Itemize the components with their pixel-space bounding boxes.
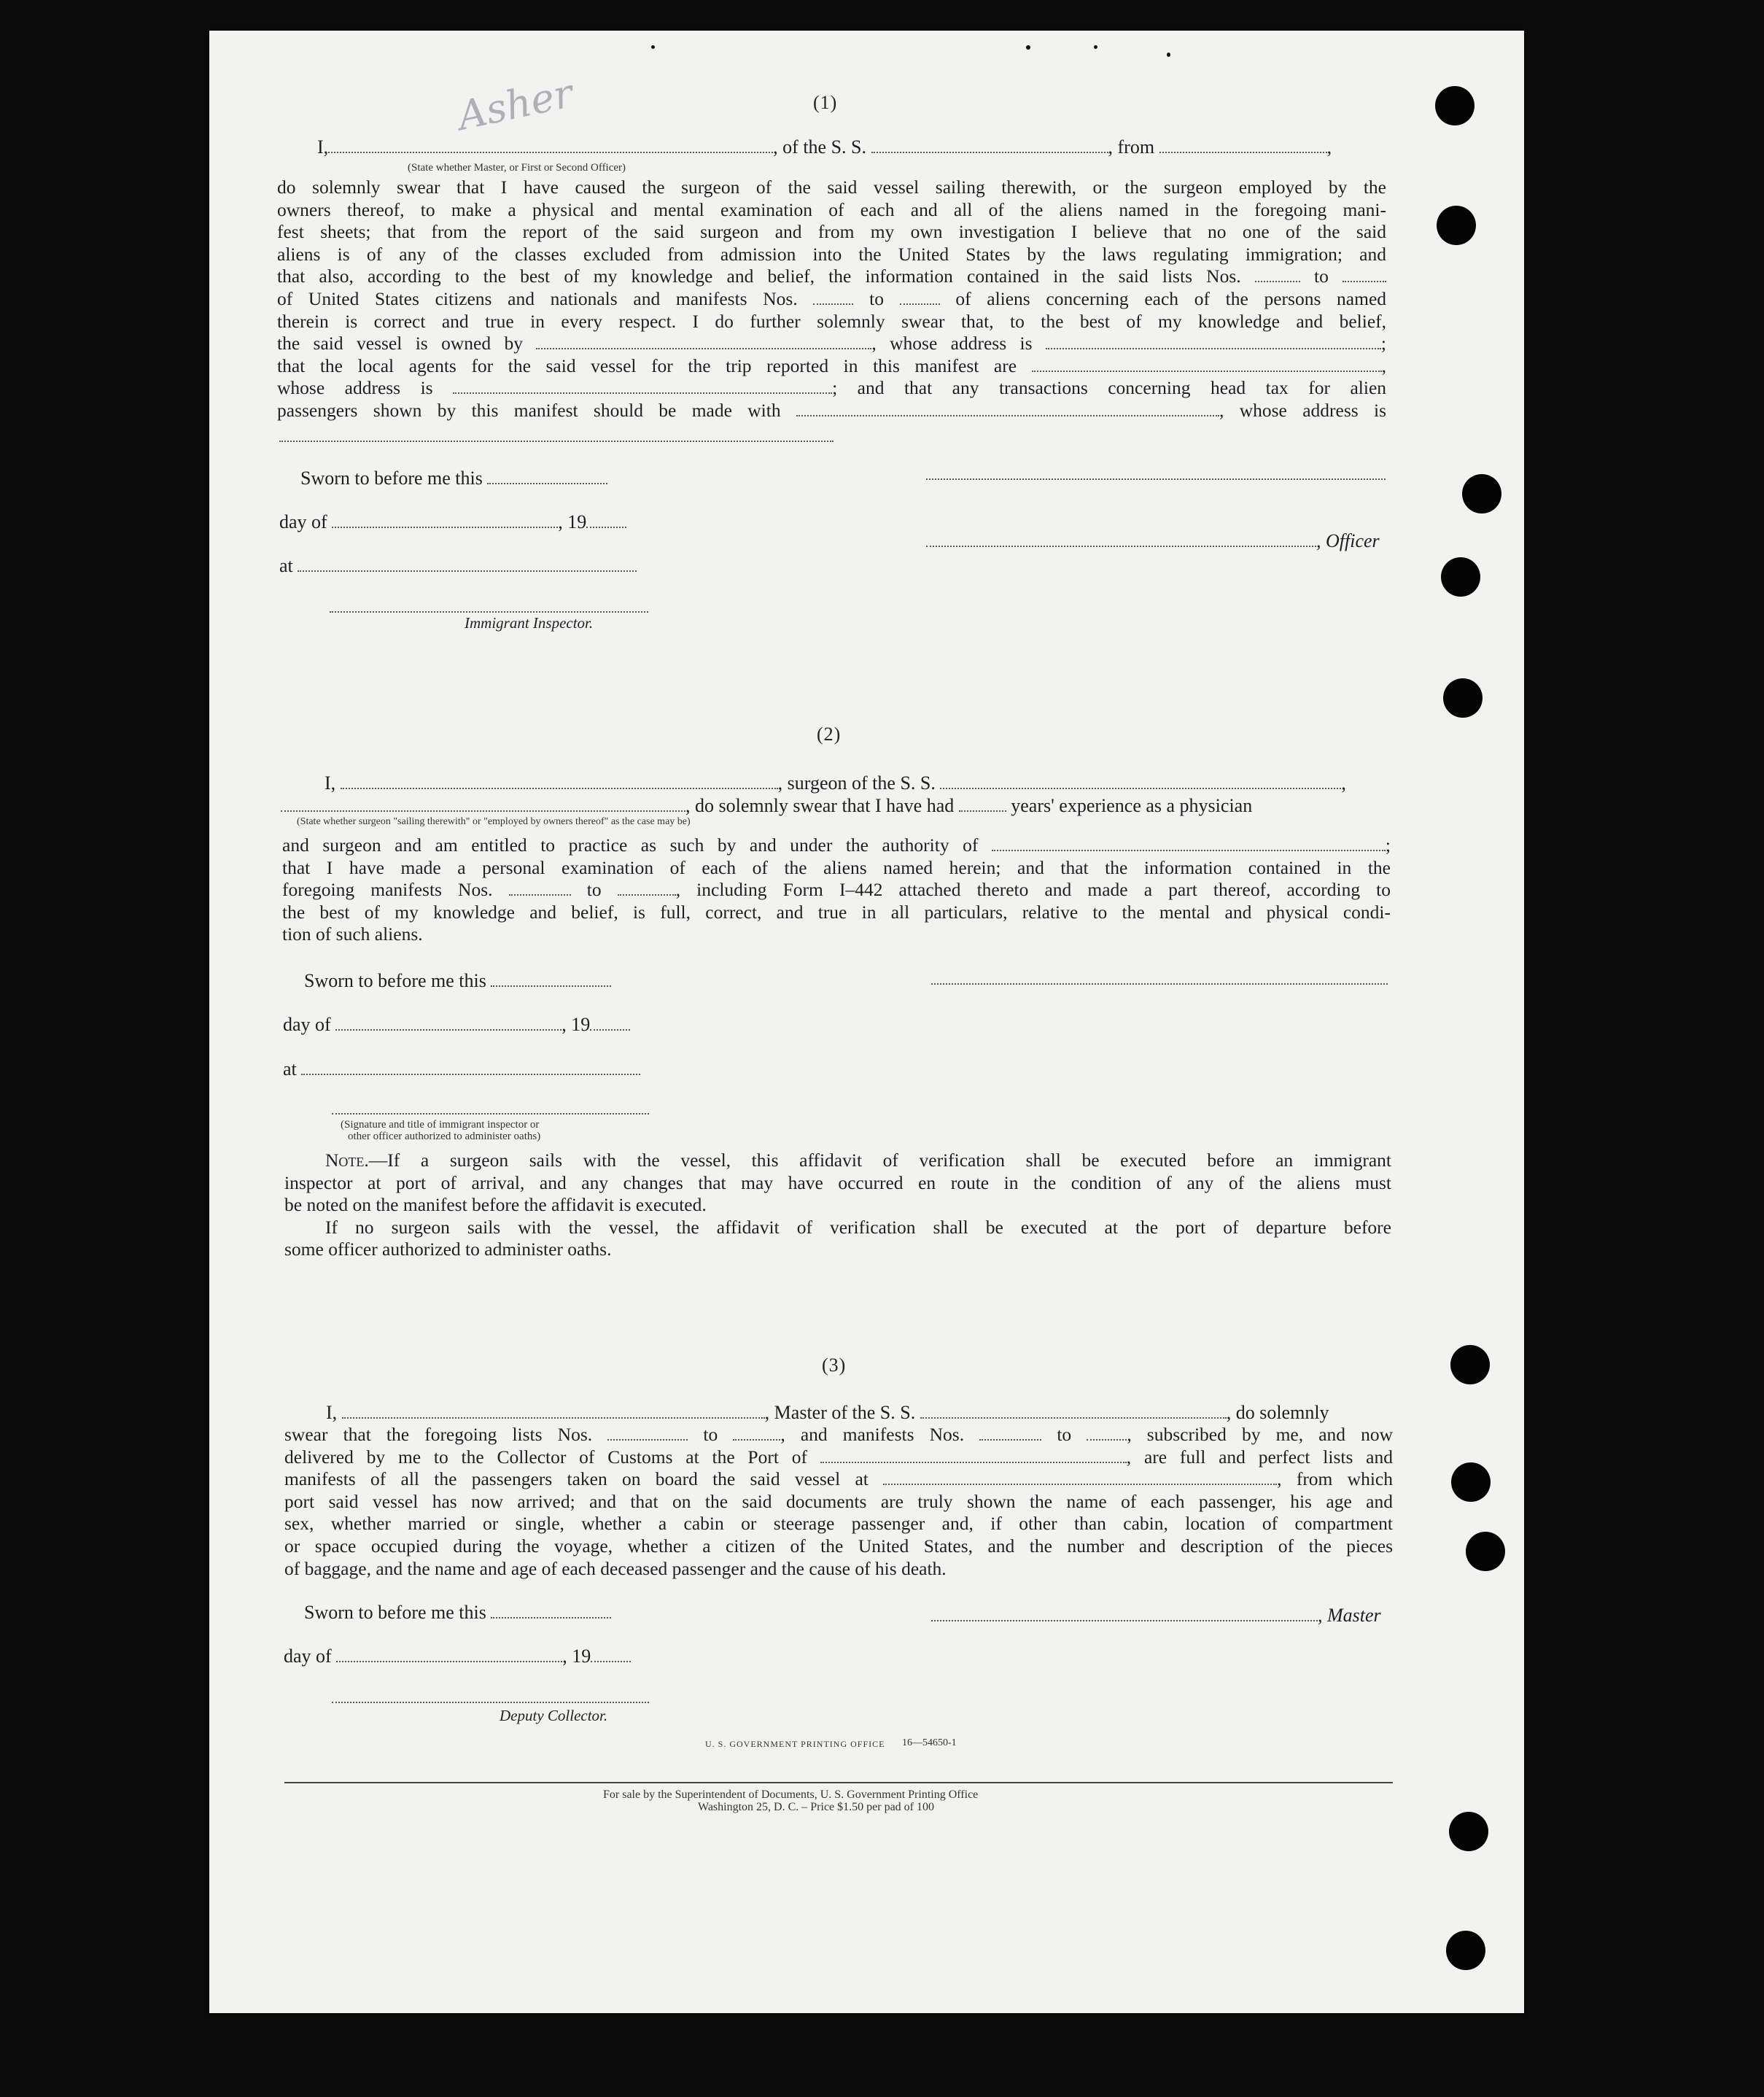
owner-field[interactable] — [536, 333, 871, 349]
binder-hole — [1435, 86, 1474, 125]
s2-sworn: Sworn to before me this — [304, 969, 611, 992]
footer-rule — [284, 1782, 1393, 1783]
printing-office: U. S. GOVERNMENT PRINTING OFFICE — [705, 1739, 885, 1749]
handwritten-annotation: Asher — [454, 70, 578, 139]
s2-manifests-from-field[interactable] — [509, 880, 571, 896]
s2-at-place-field[interactable] — [301, 1059, 640, 1075]
binder-hole — [1443, 678, 1483, 718]
s3-master-line: , Master — [931, 1604, 1381, 1627]
officer-signature-field[interactable] — [926, 531, 1316, 547]
local-agents-field[interactable] — [1032, 356, 1382, 372]
officer-name-field[interactable] — [328, 137, 773, 153]
day-of-field[interactable] — [332, 512, 558, 528]
s3-sworn-day-field[interactable] — [491, 1602, 611, 1619]
binder-hole — [1446, 1931, 1485, 1970]
ship-name-field[interactable] — [871, 137, 1108, 153]
binder-hole — [1451, 1462, 1491, 1502]
sale-line-2: Washington 25, D. C. – Price $1.50 per pad of 100 — [698, 1801, 934, 1813]
s1-paragraph: do solemnly swear that I have caused the surgeon of the said vessel sailing therewith, or the surgeon employed by the owners thereof, to make a physical and mental examination of each and all of the aliens named in the foregoing mani- fest sheets; that from the report of the said surgeon and from my own investigation I believe that no one of the said aliens is of any of the classes excluded from admission into the United States by the laws regulating immigration; and that also, according to the best of my knowledge and belief, the information contained in the said lists Nos. to of United States citizens and nationals and manifests Nos. to of aliens concerning each of the persons named therein is correct and true in every respect. I do further solemnly swear that, to the best of my knowledge and belief, the said vessel is owned by , whose address is ; that the local agents for the said vessel for the trip reported in this manifest are , whose address is ; and that any transactions concerning head tax for alien passengers shown by this manifest should be made with , whose address is — [277, 177, 1387, 421]
s1-officer-line: , Officer — [926, 530, 1380, 552]
s2-sig-caption-2: other officer authorized to administer oaths) — [348, 1131, 541, 1142]
s2-line-2: , do solemnly swear that I have had years' experience as a physician — [281, 794, 1252, 817]
surgeon-name-field[interactable] — [341, 773, 778, 789]
s2-ship-field[interactable] — [940, 773, 1341, 789]
s1-day-of: day of , 19 — [279, 511, 626, 533]
s3-manifests-from-field[interactable] — [979, 1425, 1041, 1441]
boarded-at-field[interactable] — [883, 1469, 1277, 1485]
binder-hole — [1449, 1812, 1488, 1851]
s3-manifests-to-field[interactable] — [1087, 1425, 1127, 1441]
manifest-page — [209, 31, 1524, 2013]
s2-line-1: I, , surgeon of the S. S. , — [325, 772, 1346, 794]
s2-paragraph: and surgeon and am entitled to practice as such by and under the authority of ; that I have made a personal examination of each of the aliens named herein; and that the information contained in the foregoing manifests Nos. to , including Form I–442 attached thereto and made a part thereof, according to the best of my knowledge and belief, is full, correct, and true in all particulars, relative to the mental and physical condi- tion of such aliens. — [282, 834, 1391, 945]
master-signature-field[interactable] — [931, 1605, 1318, 1621]
owner-address-field[interactable] — [1046, 333, 1381, 349]
head-tax-contact-field[interactable] — [796, 400, 1219, 416]
section-1-number: (1) — [813, 92, 838, 113]
deputy-label: Deputy Collector. — [500, 1707, 608, 1724]
master-name-field[interactable] — [342, 1403, 765, 1419]
form-code: 16—54650-1 — [902, 1737, 957, 1748]
s3-day-of: day of , 19 — [284, 1645, 631, 1667]
years-experience-field[interactable] — [959, 796, 1006, 812]
binder-hole — [1462, 474, 1501, 513]
ink-speck — [1167, 53, 1170, 57]
ink-speck — [1026, 45, 1030, 50]
sale-line-1: For sale by the Superintendent of Documents, U. S. Government Printing Office — [603, 1788, 979, 1801]
s2-signature-line[interactable] — [931, 983, 1388, 985]
ink-speck — [651, 45, 655, 49]
surgeon-status-field[interactable] — [281, 796, 685, 812]
s3-year-field[interactable] — [591, 1646, 631, 1662]
s2-day-of: day of , 19 — [283, 1013, 630, 1036]
manifests-to-field[interactable] — [900, 289, 940, 305]
ink-speck — [1094, 45, 1097, 49]
inspector-label: Immigrant Inspector. — [465, 614, 594, 632]
head-tax-address-line[interactable] — [279, 441, 834, 442]
s2-at: at — [283, 1058, 640, 1080]
s1-at: at — [279, 554, 637, 577]
deputy-signature-line[interactable] — [332, 1702, 649, 1703]
manifests-from-field[interactable] — [813, 289, 853, 305]
s2-sig-caption-1: (Signature and title of immigrant inspector or — [341, 1119, 540, 1131]
section-3-number: (3) — [822, 1354, 847, 1376]
binder-hole — [1441, 557, 1480, 597]
port-of-field[interactable] — [820, 1447, 1127, 1463]
s3-lists-from-field[interactable] — [607, 1425, 688, 1441]
binder-hole — [1466, 1532, 1505, 1571]
lists-to-field[interactable] — [1343, 266, 1386, 282]
s2-year-field[interactable] — [590, 1015, 630, 1031]
binder-hole — [1437, 206, 1476, 245]
s1-signature-line[interactable] — [926, 478, 1386, 480]
inspector-signature-line[interactable] — [330, 611, 648, 613]
authority-field[interactable] — [992, 835, 1386, 851]
s3-line-1: I, , Master of the S. S. , do solemnly — [326, 1402, 1329, 1423]
s3-lists-to-field[interactable] — [733, 1425, 780, 1441]
binder-hole — [1450, 1345, 1490, 1384]
s2-inspector-line[interactable] — [332, 1113, 649, 1115]
s2-manifests-to-field[interactable] — [618, 880, 676, 896]
at-place-field[interactable] — [298, 556, 637, 572]
officer-caption: (State whether Master, or First or Second Officer) — [408, 162, 626, 174]
s2-sworn-day-field[interactable] — [491, 971, 611, 987]
s2-day-of-field[interactable] — [335, 1015, 562, 1031]
from-port-field[interactable] — [1159, 137, 1327, 153]
section-2-number: (2) — [817, 724, 842, 745]
sworn-day-field[interactable] — [487, 468, 607, 484]
s3-ship-field[interactable] — [920, 1403, 1227, 1419]
s1-line-1: I, , of the S. S. , from , — [317, 136, 1332, 158]
surgeon-caption: (State whether surgeon "sailing therewith" or "employed by owners thereof" as the case may be) — [297, 816, 691, 827]
lists-from-field[interactable] — [1255, 266, 1300, 282]
year-field[interactable] — [586, 512, 626, 528]
s3-sworn: Sworn to before me this — [304, 1601, 611, 1624]
s1-sworn: Sworn to before me this — [300, 467, 607, 489]
s2-note: Note.—If a surgeon sails with the vessel, this affidavit of verification shall be executed before an immigrant inspector at port of arrival, and any changes that may have occurred en route in the condition of any of the aliens must be noted on the manifest before the affidavit is executed. If no surgeon sails with the vessel, the affidavit of verification shall be executed at the port of departure before some officer authorized to administer oaths. — [284, 1150, 1391, 1260]
agents-address-field[interactable] — [453, 378, 832, 394]
s3-paragraph: swear that the foregoing lists Nos. to , and manifests Nos. to , subscribed by me, and now delivered by me to the Collector of Customs at the Port of , are full and perfect lists and manifests of all the passengers taken on board the said vessel at , from which port said vessel has now arrived; and that on the said documents are truly shown the name of each passenger, his age and sex, whether married or single, whether a cabin or steerage passenger and, if other than cabin, location of compartment or space occupied during the voyage, whether a citizen of the United States, and the number and description of the pieces of baggage, and the name and age of each deceased passenger and the cause of his death. — [284, 1424, 1394, 1579]
s3-day-of-field[interactable] — [336, 1646, 562, 1662]
